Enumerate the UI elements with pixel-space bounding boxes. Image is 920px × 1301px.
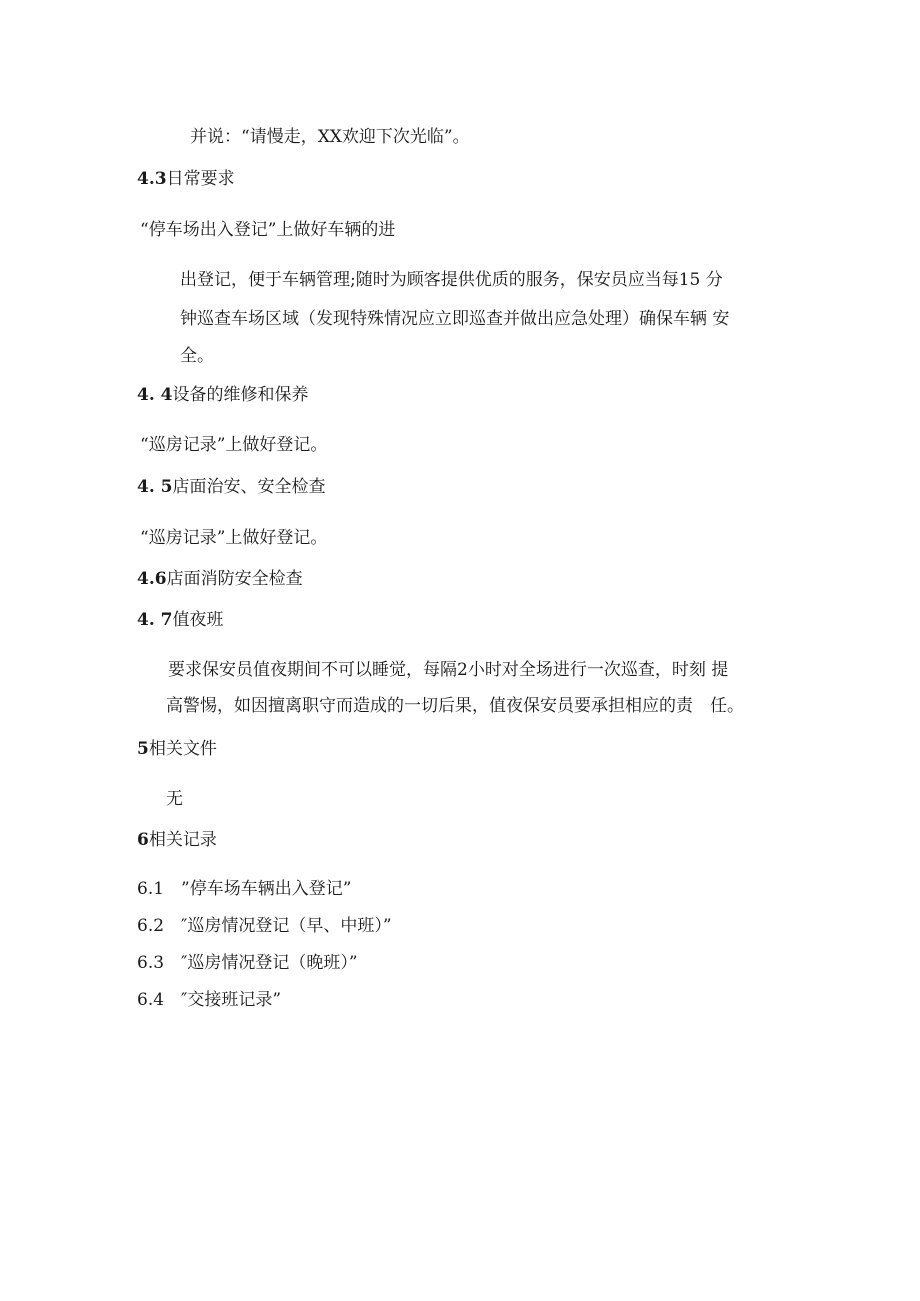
- heading-4-3: [137, 168, 235, 190]
- heading-5: [137, 738, 217, 760]
- heading-4-5: [137, 476, 326, 498]
- heading-number: 4.6: [137, 569, 167, 589]
- paragraph-line: “停车场出入登记”上做好车辆的进: [140, 220, 396, 240]
- heading-title: 日常要求: [166, 169, 235, 189]
- heading-title: 相关文件: [148, 739, 217, 759]
- heading-title: 店面治安、安全检查: [172, 477, 326, 497]
- paragraph-line: 钟巡查车场区域（发现特殊情况应立即巡查并做出应急处理）确保车辆 安: [180, 309, 730, 329]
- record-item: 6.2 ″巡房情况登记（早、中班）”: [137, 916, 392, 936]
- heading-number: 4. 5: [137, 477, 173, 497]
- heading-title: 设备的维修和保养: [172, 385, 309, 405]
- record-item: 6.4 ″交接班记录”: [137, 990, 282, 1010]
- heading-4-7: [137, 609, 224, 631]
- heading-4-4: [137, 384, 309, 406]
- record-item: 6.3 ″巡房情况登记（晚班）”: [137, 953, 358, 973]
- record-item: 6.1 ”停车场车辆出入登记”: [137, 879, 352, 899]
- paragraph-line: 高警惕，如因擅离职守而造成的一切后果，值夜保安员要承担相应的责 任。: [166, 696, 744, 716]
- paragraph-line: “巡房记录”上做好登记。: [140, 435, 328, 455]
- heading-number: 6: [137, 830, 149, 850]
- heading-title: 店面消防安全检查: [166, 569, 303, 589]
- heading-number: 4. 7: [137, 610, 173, 630]
- heading-title: 相关记录: [148, 830, 217, 850]
- paragraph-line: 无: [166, 789, 183, 809]
- heading-6: [137, 829, 217, 851]
- heading-4-6: [137, 568, 303, 590]
- heading-number: 4.3: [137, 169, 167, 189]
- paragraph-line: 全。: [180, 346, 214, 366]
- intro-line: 并说：“请慢走，XX欢迎下次光临”。: [190, 127, 470, 147]
- paragraph-line: “巡房记录”上做好登记。: [140, 528, 328, 548]
- paragraph-line: 出登记，便于车辆管理;随时为顾客提供优质的服务，保安员应当每15 分: [180, 270, 723, 290]
- heading-title: 值夜班: [172, 610, 224, 630]
- paragraph-line: 要求保安员值夜期间不可以睡觉，每隔2小时对全场进行一次巡查，时刻 提: [168, 660, 729, 680]
- heading-number: 5: [137, 739, 149, 759]
- heading-number: 4. 4: [137, 385, 173, 405]
